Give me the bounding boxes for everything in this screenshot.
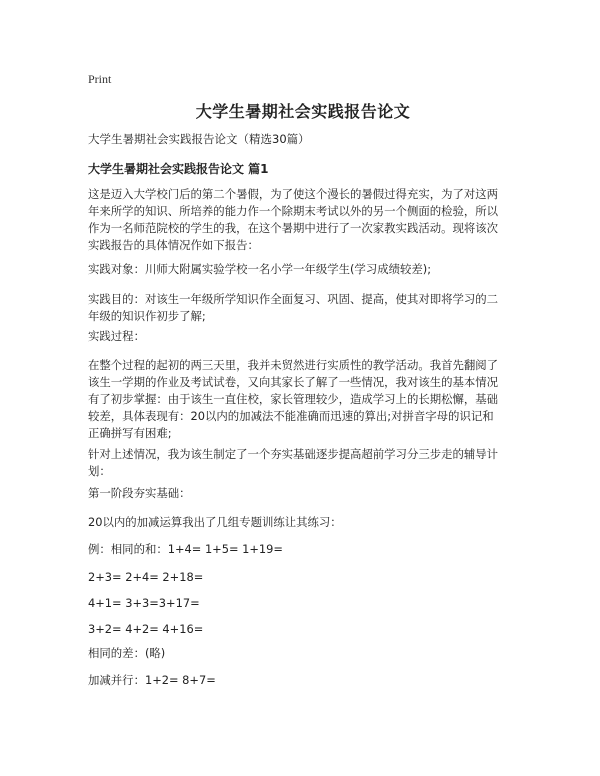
paragraph-purpose (88, 291, 520, 325)
print-link[interactable]: Print (88, 72, 112, 86)
text-line: 划： (88, 464, 111, 478)
text-line: 第一阶段夯实基础： (88, 486, 191, 500)
text-line: 这是迈入大学校门后的第二个暑假，为了使这个漫长的暑假过得充实，为了对这两 (88, 187, 499, 201)
text-line: 较差，具体表现有：20以内的加减法不能准确而迅速的算出;对拼音字母的识记和 (88, 409, 494, 423)
document-subtitle: 大学生暑期社会实践报告论文（精选30篇） (88, 132, 310, 146)
text-line: 2+3= 2+4= 2+18= (88, 570, 204, 584)
text-line: 加减并行：1+2= 8+7= (88, 673, 216, 687)
paragraph-equations-2 (88, 595, 520, 612)
paragraph-exercise-intro (88, 514, 520, 531)
text-line: 有了初步掌握：由于该生一直住校，家长管理较少，造成学习上的长期松懈，基础 (88, 392, 499, 406)
text-line: 年来所学的知识、所培养的能力作一个除期末考试以外的另一个侧面的检验，所以 (88, 204, 499, 218)
document-title: 大学生暑期社会实践报告论文 (195, 102, 411, 121)
text-line: 实践过程： (88, 329, 145, 343)
paragraph-stage-one (88, 485, 520, 502)
paragraph-plan (88, 446, 520, 480)
paragraph-example-diff (88, 645, 520, 662)
text-line: 实践对象：川师大附属实验学校一名小学一年级学生(学习成绩较差); (88, 262, 432, 276)
paragraph-intro (88, 186, 520, 254)
text-line: 实践报告的具体情况作如下报告： (88, 238, 259, 252)
text-line: 作为一名师范院校的学生的我，在这个暑期中进行了一次家教实践活动。现将该次 (88, 221, 499, 235)
paragraph-equations-3 (88, 621, 520, 638)
text-line: 3+2= 4+2= 4+16= (88, 622, 204, 636)
text-line: 针对上述情况，我为该生制定了一个夯实基础逐步提高超前学习分三步走的辅导计 (88, 447, 499, 461)
text-line: 在整个过程的起初的两三天里，我并未贸然进行实质性的教学活动。我首先翻阅了 (88, 358, 499, 372)
text-line: 年级的知识作初步了解; (88, 309, 206, 323)
text-line: 该生一学期的作业及考试试卷，又向其家长了解了一些情况，我对该生的基本情况 (88, 375, 499, 389)
text-line: 实践目的：对该生一年级所学知识作全面复习、巩固、提高，使其对即将学习的二 (88, 292, 499, 306)
text-line: 20以内的加减运算我出了几组专题训练让其练习： (88, 515, 342, 529)
paragraph-mixed (88, 672, 520, 689)
text-line: 例：相同的和：1+4= 1+5= 1+19= (88, 542, 283, 556)
paragraph-equations-1 (88, 569, 520, 586)
text-line: 正确拼写有困难; (88, 426, 172, 440)
paragraph-target (88, 261, 520, 278)
text-line: 相同的差：(略) (88, 646, 166, 660)
text-line: 4+1= 3+3=3+17= (88, 596, 200, 610)
paragraph-example-sum (88, 541, 520, 558)
section-heading: 大学生暑期社会实践报告论文 篇1 (88, 162, 269, 176)
paragraph-process-label (88, 328, 520, 345)
paragraph-process (88, 357, 520, 442)
